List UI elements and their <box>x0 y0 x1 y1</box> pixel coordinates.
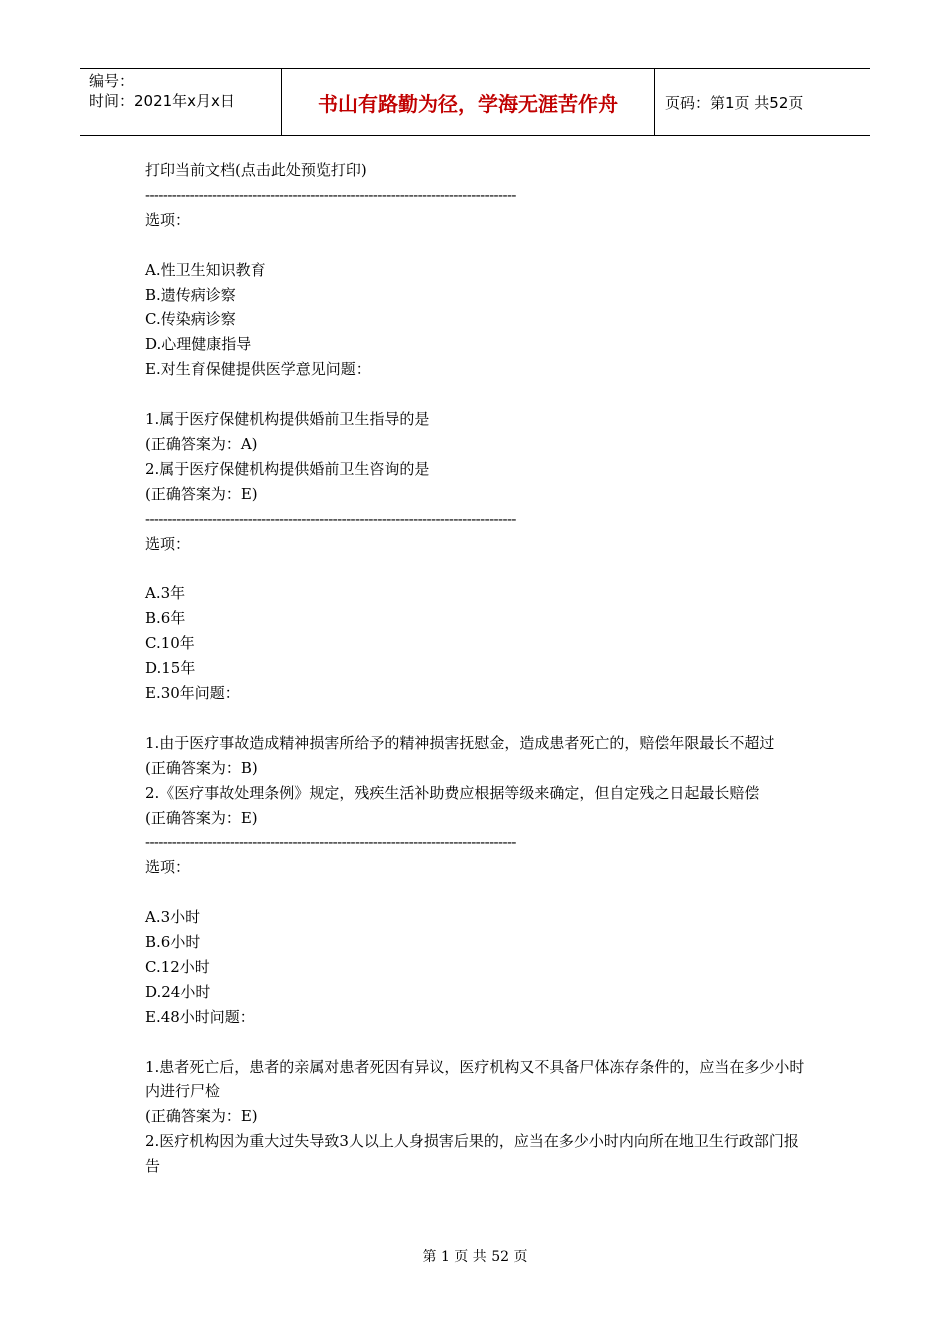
blank-line <box>145 382 810 407</box>
question-text: 1.属于医疗保健机构提供婚前卫生指导的是 <box>145 410 430 429</box>
option-item: B.遗传病诊察 <box>145 285 236 304</box>
page-header <box>80 68 870 136</box>
separator: ----------------------------------------------------------------------------------- <box>145 185 516 204</box>
option-item: D.15年 <box>145 659 196 678</box>
option-item: E.30年问题： <box>145 683 240 702</box>
blank-line <box>145 706 810 731</box>
options-label: 选项： <box>145 858 191 877</box>
question-text: 2.医疗机构因为重大过失导致3人以上人身损害后果的，应当在多少小时内向所在地卫生行政部门报告 <box>145 1132 799 1176</box>
header-meta <box>80 69 282 135</box>
page-footer: 第 1 页 共 52 页 <box>422 1249 528 1265</box>
blank-line <box>145 556 810 581</box>
question-text: 1.患者死亡后，患者的亲属对患者死因有异议，医疗机构又不具备尸体冻存条件的，应当在多少小时内进行尸检 <box>145 1057 805 1101</box>
option-item: D.24小时 <box>145 982 211 1001</box>
blank-line <box>145 233 810 258</box>
header-page-info: 页码：第1页 共52页 <box>665 93 804 112</box>
print-preview-link[interactable]: 打印当前文档(点击此处预览打印) <box>145 161 367 179</box>
question-text: 1.由于医疗事故造成精神损害所给予的精神损害抚慰金，造成患者死亡的，赔偿年限最长不超过 <box>145 733 775 752</box>
question-text: 2.属于医疗保健机构提供婚前卫生咨询的是 <box>145 459 430 478</box>
answer-text: (正确答案为：B) <box>145 758 258 777</box>
option-item: D.心理健康指导 <box>145 335 252 354</box>
answer-text: (正确答案为：A) <box>145 434 258 453</box>
header-time-label: 时间：2021年x月x日 <box>89 92 235 110</box>
header-number-label: 编号： <box>89 72 135 90</box>
blank-line <box>145 1030 810 1055</box>
header-motto: 书山有路勤为径，学海无涯苦作舟 <box>282 69 655 135</box>
answer-text: (正确答案为：E) <box>145 484 258 503</box>
option-item: C.10年 <box>145 634 195 653</box>
separator: ----------------------------------------------------------------------------------- <box>145 833 516 852</box>
option-item: A.3年 <box>145 584 186 603</box>
option-item: C.12小时 <box>145 957 210 976</box>
question-text: 2.《医疗事故处理条例》规定，残疾生活补助费应根据等级来确定，但自定残之日起最长赔偿 <box>145 783 760 802</box>
option-item: A.3小时 <box>145 908 201 927</box>
blank-line <box>145 880 810 905</box>
option-item: B.6小时 <box>145 933 201 952</box>
option-item: B.6年 <box>145 609 186 628</box>
answer-text: (正确答案为：E) <box>145 808 258 827</box>
option-item: E.对生育保健提供医学意见问题： <box>145 360 371 379</box>
document-body <box>145 158 810 1179</box>
separator: ----------------------------------------------------------------------------------- <box>145 509 516 528</box>
options-label: 选项： <box>145 534 191 553</box>
options-label: 选项： <box>145 210 191 229</box>
option-item: A.性卫生知识教育 <box>145 260 266 279</box>
answer-text: (正确答案为：E) <box>145 1107 258 1126</box>
option-item: E.48小时问题： <box>145 1007 255 1026</box>
option-item: C.传染病诊察 <box>145 310 236 329</box>
